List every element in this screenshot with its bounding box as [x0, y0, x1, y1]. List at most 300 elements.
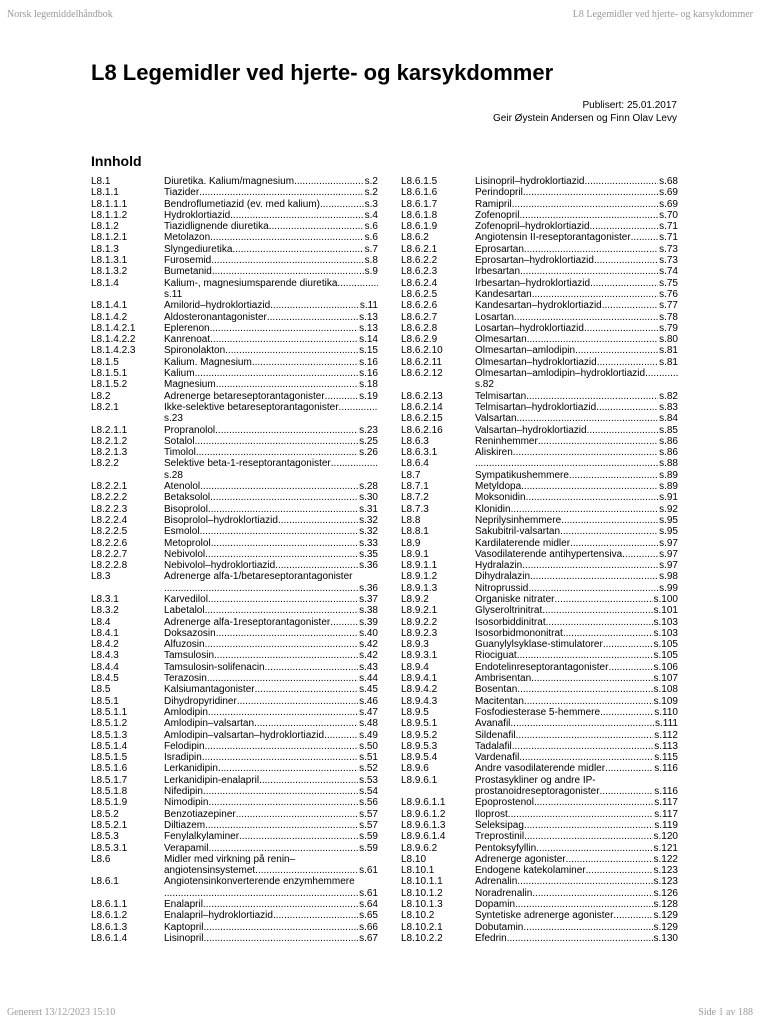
toc-entry[interactable] [91, 300, 378, 311]
toc-entry-text [164, 662, 378, 673]
toc-entry-line [475, 899, 678, 910]
toc-dot-leader [536, 843, 652, 854]
toc-entry[interactable] [91, 741, 378, 752]
toc-entry[interactable] [401, 752, 678, 763]
toc-entry[interactable] [91, 538, 378, 549]
toc-entry-label: Andre vasodilaterende midler [475, 763, 606, 775]
toc-entry-line [164, 786, 378, 797]
toc-entry-text [164, 820, 378, 831]
toc-entry[interactable] [91, 436, 378, 447]
toc-entry[interactable] [401, 176, 678, 187]
toc-entry[interactable] [91, 752, 378, 763]
toc-entry[interactable] [91, 650, 378, 661]
toc-entry[interactable] [91, 199, 378, 210]
toc-entry[interactable] [91, 820, 378, 831]
toc-dot-leader [590, 221, 659, 232]
toc-entry-line [475, 391, 678, 402]
toc-section-number: L8.7.2 [401, 492, 429, 504]
toc-section-number: L8.5.1 [91, 695, 119, 707]
toc-entry[interactable] [401, 345, 678, 356]
toc-entry[interactable] [401, 718, 678, 729]
toc-page-number: s.53 [359, 774, 378, 786]
toc-entry[interactable] [401, 391, 678, 402]
toc-entry-text [475, 289, 678, 300]
toc-entry-line [475, 312, 678, 323]
toc-entry[interactable] [401, 210, 678, 221]
toc-entry-line [475, 617, 678, 628]
toc-dot-leader [512, 741, 654, 752]
toc-entry-line [475, 266, 678, 277]
toc-entry[interactable] [91, 278, 378, 301]
toc-dot-leader [259, 775, 358, 786]
toc-entry-line [164, 876, 378, 887]
toc-entry[interactable] [401, 628, 678, 639]
toc-page-number: s.97 [659, 560, 678, 572]
toc-entry[interactable] [401, 673, 678, 684]
toc-entry[interactable] [91, 402, 378, 425]
toc-section-number: L8.5.1.9 [91, 797, 128, 809]
toc-entry-line [475, 413, 678, 424]
toc-entry[interactable] [91, 187, 378, 198]
toc-entry-text [164, 481, 378, 492]
toc-entry[interactable] [401, 910, 678, 921]
toc-entry-line [164, 684, 378, 695]
toc-page-number: s.98 [659, 571, 678, 583]
toc-entry[interactable] [401, 436, 678, 447]
toc-entry-text [164, 741, 378, 752]
toc-entry-text [164, 752, 378, 763]
toc-entry[interactable] [401, 888, 678, 899]
toc-entry[interactable] [401, 560, 678, 571]
toc-page-number: s.16 [359, 368, 378, 380]
toc-section-number: L8.6.2.9 [401, 334, 438, 346]
toc-entry[interactable] [401, 933, 678, 944]
toc-entry[interactable] [401, 854, 678, 865]
toc-entry-label: Nebivolol–hydroklortiazid [164, 560, 276, 572]
toc-dot-leader [208, 504, 358, 515]
toc-entry[interactable] [91, 334, 378, 345]
toc-entry[interactable] [91, 447, 378, 458]
toc-dot-leader [275, 560, 358, 571]
toc-page-number: s.80 [659, 334, 678, 346]
toc-section-number: L8.1.2.1 [91, 232, 128, 244]
toc-entry[interactable] [91, 391, 378, 402]
toc-entry-line [164, 266, 378, 277]
toc-dot-leader [203, 899, 358, 910]
toc-dot-leader [602, 300, 658, 311]
toc-dot-leader [631, 232, 658, 243]
toc-dot-leader [554, 594, 652, 605]
toc-dot-leader [524, 820, 653, 831]
toc-entry-line [164, 763, 378, 774]
toc-entry[interactable] [401, 458, 678, 469]
toc-entry-label: Lisinopril–hydroklortiazid [475, 176, 585, 187]
toc-entry-text [475, 402, 678, 413]
toc-entry-text [475, 221, 678, 232]
toc-entry[interactable] [401, 289, 678, 300]
toc-entry[interactable] [401, 470, 678, 481]
toc-entry[interactable] [91, 605, 378, 616]
toc-dot-leader [195, 436, 359, 447]
toc-entry[interactable] [91, 594, 378, 605]
toc-entry[interactable] [401, 368, 678, 391]
toc-entry[interactable] [91, 876, 378, 899]
toc-dot-leader [524, 244, 658, 255]
toc-entry-line [475, 458, 678, 469]
toc-entry[interactable] [91, 718, 378, 729]
toc-section-number: L8.10.1 [401, 865, 435, 877]
toc-page-number: s.23 [359, 424, 378, 436]
toc-section-number: L8.9.2.1 [401, 605, 438, 617]
toc-page-number: s.81 [659, 345, 678, 357]
toc-entry[interactable] [91, 560, 378, 571]
toc-entry[interactable] [91, 922, 378, 933]
toc-entry[interactable] [401, 617, 678, 628]
toc-entry-label: Olmesartan–hydroklortiazid [475, 356, 597, 368]
toc-dot-leader [608, 662, 652, 673]
toc-entry-line [475, 854, 678, 865]
toc-entry-text [475, 605, 678, 616]
toc-entry[interactable] [91, 910, 378, 921]
toc-entry[interactable] [401, 639, 678, 650]
toc-entry[interactable] [401, 255, 678, 266]
toc-entry-text [475, 391, 678, 402]
toc-dot-leader [570, 538, 658, 549]
toc-entry[interactable] [91, 831, 378, 842]
toc-dot-leader [225, 345, 358, 356]
toc-entry[interactable] [401, 797, 678, 808]
toc-entry[interactable] [91, 526, 378, 537]
toc-entry-line [164, 707, 378, 718]
toc-entry-text [164, 210, 378, 221]
toc-entry-text [164, 255, 378, 266]
toc-entry-line [164, 255, 378, 266]
toc-entry-line [475, 605, 678, 616]
toc-entry-line [475, 560, 678, 571]
toc-section-number: L8.9.6.1.4 [401, 831, 446, 843]
toc-section-number: L8.1.4.2.2 [91, 334, 136, 346]
toc-section-number: L8.4 [91, 616, 111, 628]
toc-entry-text [475, 492, 678, 503]
toc-entry-line [475, 730, 678, 741]
toc-section-number: L8.9.6.2 [401, 842, 438, 854]
toc-page-number: s.108 [653, 684, 678, 696]
toc-dot-leader [585, 176, 659, 187]
toc-entry[interactable] [91, 244, 378, 255]
toc-dot-leader [237, 696, 358, 707]
toc-entry[interactable] [91, 809, 378, 820]
toc-entry-label: Amilorid–hydroklortiazid [164, 300, 271, 312]
toc-entry[interactable] [91, 899, 378, 910]
toc-entry[interactable] [91, 707, 378, 718]
toc-entry[interactable] [401, 876, 678, 887]
toc-page-number: s.67 [359, 932, 378, 944]
toc-section-number: L8.5.1.8 [91, 786, 128, 798]
toc-dot-leader [532, 289, 658, 300]
toc-entry[interactable] [401, 571, 678, 582]
toc-dot-leader [600, 786, 654, 797]
toc-page-number: s.112 [654, 729, 678, 741]
toc-entry-text [475, 854, 678, 865]
toc-entry[interactable] [91, 571, 378, 594]
toc-entry-line [164, 447, 378, 458]
toc-entry[interactable] [401, 763, 678, 774]
toc-entry[interactable] [401, 413, 678, 424]
toc-entry[interactable] [91, 504, 378, 515]
toc-entry[interactable] [401, 312, 678, 323]
toc-entry-label: Sildenafil [475, 729, 516, 741]
toc-entry[interactable] [401, 583, 678, 594]
toc-entry[interactable] [91, 492, 378, 503]
toc-entry[interactable] [401, 526, 678, 537]
toc-entry-label: Nebivolol [164, 548, 206, 560]
toc-section-number: L8.1.4.2 [91, 311, 128, 323]
toc-dot-leader [622, 549, 658, 560]
toc-entry-text [164, 515, 378, 526]
toc-entry-line [164, 605, 378, 616]
toc-entry[interactable] [91, 357, 378, 368]
toc-entry[interactable] [91, 617, 378, 628]
toc-entry-line [164, 312, 378, 323]
toc-entry[interactable] [401, 278, 678, 289]
toc-entry[interactable] [401, 515, 678, 526]
toc-page-number: s.66 [359, 921, 378, 933]
toc-entry-label: Adrenalin [475, 876, 518, 888]
toc-entry-line [164, 334, 378, 345]
toc-dot-leader [205, 639, 359, 650]
toc-page-number: s.101 [653, 605, 678, 617]
toc-entry-line [475, 820, 678, 831]
toc-entry-text [475, 515, 678, 526]
toc-page-number: s.105 [653, 650, 678, 662]
toc-entry[interactable] [91, 379, 378, 390]
toc-section-number: L8.1.4.2.3 [91, 345, 136, 357]
toc-entry-label: Kandesartan [475, 288, 532, 300]
toc-entry[interactable] [91, 763, 378, 774]
toc-entry[interactable] [91, 481, 378, 492]
toc-entry[interactable] [401, 402, 678, 413]
toc-entry[interactable] [401, 820, 678, 831]
toc-entry-label: Metoprolol [164, 537, 211, 549]
toc-entry[interactable] [401, 696, 678, 707]
toc-entry[interactable] [401, 481, 678, 492]
toc-entry[interactable] [401, 899, 678, 910]
toc-entry[interactable] [401, 447, 678, 458]
toc-entry-text [164, 187, 378, 198]
toc-entry[interactable] [401, 662, 678, 673]
toc-entry-label: prostanoidreseptoragonister [475, 786, 600, 798]
toc-dot-leader [600, 707, 653, 718]
toc-entry-line [164, 492, 378, 503]
toc-entry-line [475, 662, 678, 673]
toc-entry[interactable] [401, 707, 678, 718]
generated-timestamp: Generert 13/12/2023 15:10 [7, 1007, 116, 1018]
toc-entry-label: Macitentan [475, 695, 524, 707]
toc-entry[interactable] [91, 786, 378, 797]
toc-dot-leader [542, 605, 652, 616]
toc-page-number: s.99 [659, 582, 678, 594]
toc-entry[interactable] [401, 504, 678, 515]
toc-entry[interactable] [91, 775, 378, 786]
toc-entry-text [164, 843, 378, 854]
toc-entry[interactable] [91, 549, 378, 560]
toc-entry-label: Tadalafil [475, 740, 512, 752]
toc-entry-text [475, 809, 678, 820]
toc-entry-text [164, 696, 378, 707]
toc-entry-label: Kandesartan–hydroklortiazid [475, 300, 602, 312]
toc-entry[interactable] [401, 831, 678, 842]
toc-page-number: s.78 [659, 311, 678, 323]
toc-entry[interactable] [401, 244, 678, 255]
toc-entry[interactable] [91, 255, 378, 266]
toc-entry[interactable] [401, 323, 678, 334]
toc-entry[interactable] [91, 425, 378, 436]
toc-section-number: L8.9.6.1.2 [401, 808, 446, 820]
toc-entry[interactable] [401, 843, 678, 854]
toc-entry[interactable] [91, 312, 378, 323]
toc-entry[interactable] [401, 684, 678, 695]
toc-entry-line [475, 345, 678, 356]
toc-entry-text [164, 266, 378, 277]
toc-section-number: L8.1.5.2 [91, 379, 128, 391]
toc-section-number: L8.7.1 [401, 481, 429, 493]
toc-entry[interactable] [91, 797, 378, 808]
toc-entry-label: Bendroflumetiazid (ev. med kalium) [164, 198, 320, 210]
toc-entry[interactable] [401, 300, 678, 311]
toc-entry[interactable] [91, 266, 378, 277]
toc-section-number: L8.10 [401, 853, 427, 865]
toc-entry[interactable] [401, 492, 678, 503]
toc-entry[interactable] [91, 696, 378, 707]
toc-entry[interactable] [91, 176, 378, 187]
running-header-left: Norsk legemiddelhåndbok [7, 9, 113, 20]
toc-entry[interactable] [401, 266, 678, 277]
toc-entry[interactable] [91, 843, 378, 854]
toc-entry[interactable] [91, 458, 378, 481]
toc-entry[interactable] [401, 221, 678, 232]
toc-entry-line [475, 763, 678, 774]
toc-dot-leader [216, 379, 358, 390]
toc-entry-text [475, 266, 678, 277]
toc-entry[interactable] [91, 628, 378, 639]
toc-entry-label: Bisoprolol–hydroklortiazid [164, 514, 278, 526]
toc-entry-line [164, 809, 378, 820]
toc-entry-line [164, 379, 378, 390]
toc-entry-label: Iloprost [475, 808, 508, 820]
toc-entry[interactable] [401, 605, 678, 616]
toc-entry[interactable] [91, 639, 378, 650]
toc-section-number: L8.9.6.1.3 [401, 819, 446, 831]
toc-entry-text [475, 797, 678, 808]
toc-entry[interactable] [91, 368, 378, 379]
toc-entry-line [475, 199, 678, 210]
toc-section-number: L8.9.5.2 [401, 729, 438, 741]
toc-entry-label: Eplerenon [164, 322, 210, 334]
toc-entry-label: Dobutamin [475, 921, 524, 933]
toc-entry-line [164, 300, 378, 311]
toc-page-number: s.95 [659, 514, 678, 526]
toc-entry-line [164, 345, 378, 356]
toc-page-number: s.91 [659, 492, 678, 504]
toc-entry[interactable] [401, 809, 678, 820]
toc-entry[interactable] [91, 933, 378, 944]
toc-dot-leader [566, 854, 653, 865]
toc-entry-text [164, 379, 378, 390]
toc-entry-text [164, 707, 378, 718]
toc-entry[interactable] [91, 345, 378, 356]
toc-entry-text [164, 538, 378, 549]
toc-entry-line [475, 436, 678, 447]
toc-page-number: s.88 [659, 458, 678, 470]
toc-entry[interactable] [401, 357, 678, 368]
toc-entry[interactable] [91, 662, 378, 673]
toc-entry[interactable] [401, 232, 678, 243]
toc-page-number: s.51 [359, 752, 378, 764]
toc-entry-text [475, 617, 678, 628]
toc-entry[interactable] [401, 594, 678, 605]
toc-entry-line [475, 786, 678, 797]
toc-entry[interactable] [401, 650, 678, 661]
toc-section-number: L8.9 [401, 537, 421, 549]
toc-section-number: L8.6.2.11 [401, 356, 442, 368]
toc-dot-leader [517, 876, 652, 887]
toc-entry[interactable] [401, 775, 678, 798]
toc-dot-leader [526, 492, 659, 503]
toc-entry[interactable] [91, 515, 378, 526]
toc-entry[interactable] [401, 865, 678, 876]
toc-entry[interactable] [401, 187, 678, 198]
toc-entry[interactable] [401, 922, 678, 933]
toc-entry-label: Prostasykliner og andre IP- [475, 774, 596, 786]
toc-entry[interactable] [91, 684, 378, 695]
toc-entry-label: Felodipin [164, 740, 205, 752]
toc-entry[interactable] [401, 538, 678, 549]
toc-page-number: s.61 [359, 887, 378, 899]
toc-entry-label: Adrenerge agonister [475, 853, 566, 865]
toc-entry[interactable] [401, 425, 678, 436]
toc-entry[interactable] [401, 741, 678, 752]
toc-section-number: L8.9.6.1.1 [401, 797, 446, 809]
toc-page-number: s.115 [654, 752, 678, 764]
toc-entry[interactable] [401, 334, 678, 345]
toc-dot-leader [530, 571, 658, 582]
toc-entry-label: Lerkanidipin-enalapril [164, 774, 260, 786]
toc-entry-label: Enalapril–hydroklortiazid [164, 910, 273, 922]
toc-dot-leader [164, 888, 358, 899]
toc-entry-text [164, 730, 378, 741]
toc-entry[interactable] [91, 854, 378, 877]
toc-entry-text [164, 617, 378, 628]
toc-entry[interactable] [91, 730, 378, 741]
toc-entry-label: Guanylylsyklase-stimulatorer [475, 639, 603, 651]
toc-entry[interactable] [91, 232, 378, 243]
toc-entry[interactable] [91, 673, 378, 684]
toc-entry[interactable] [401, 549, 678, 560]
toc-section-number: L8.1.1.2 [91, 209, 128, 221]
toc-dot-leader [208, 797, 358, 808]
toc-section-number: L8.6.2.6 [401, 300, 438, 312]
toc-entry[interactable] [401, 730, 678, 741]
toc-entry-label: Endotelinreseptorantagonister [475, 661, 609, 673]
toc-entry-line [475, 289, 678, 300]
toc-entry-label: Diuretika. Kalium/magnesium [164, 176, 295, 187]
toc-entry[interactable] [91, 221, 378, 232]
toc-entry-line [164, 831, 378, 842]
toc-entry[interactable] [401, 199, 678, 210]
toc-entry[interactable] [91, 210, 378, 221]
toc-entry[interactable] [91, 323, 378, 334]
toc-entry-line [475, 255, 678, 266]
